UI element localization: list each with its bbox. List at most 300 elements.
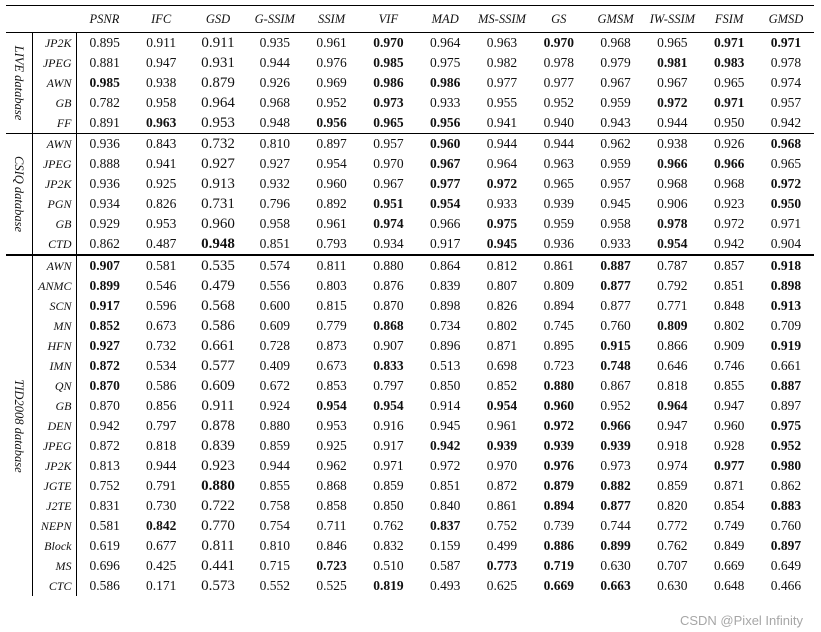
column-header: MAD	[417, 6, 474, 33]
score-cell: 0.879	[543, 478, 574, 493]
column-header: GMSD	[758, 6, 815, 33]
score-cell: 0.953	[146, 216, 177, 231]
score-cell: 0.970	[373, 156, 404, 171]
score-cell: 0.963	[543, 156, 574, 171]
score-cell: 0.962	[316, 458, 347, 473]
score-cell: 0.872	[89, 358, 120, 373]
score-cell: 0.499	[486, 538, 518, 553]
score-cell: 0.833	[373, 358, 404, 373]
score-cell: 0.938	[657, 136, 688, 151]
score-cell: 0.926	[259, 75, 290, 90]
table-row	[6, 576, 814, 596]
score-cell: 0.493	[429, 578, 461, 593]
score-cell: 0.723	[316, 558, 347, 573]
score-cell: 0.673	[146, 318, 177, 333]
score-cell: 0.568	[201, 298, 235, 314]
score-cell: 0.968	[713, 176, 745, 191]
distortion-label: J2TE	[32, 496, 76, 516]
score-cell: 0.425	[146, 558, 177, 573]
distortion-label: MS	[32, 556, 76, 576]
score-cell: 0.977	[429, 176, 461, 191]
score-cell: 0.510	[373, 558, 404, 573]
score-cell: 0.907	[373, 338, 404, 353]
score-cell: 0.975	[770, 418, 802, 433]
score-cell: 0.719	[543, 558, 574, 573]
score-cell: 0.933	[587, 234, 644, 255]
score-cell: 0.918	[770, 258, 802, 273]
score-cell: 0.938	[146, 75, 177, 90]
score-cell: 0.859	[657, 478, 688, 493]
score-cell: 0.787	[657, 258, 688, 273]
score-cell: 0.944	[259, 458, 290, 473]
score-cell: 0.855	[259, 478, 290, 493]
score-cell: 0.596	[146, 298, 177, 313]
score-cell: 0.852	[89, 318, 120, 333]
score-cell: 0.944	[486, 136, 518, 151]
score-cell: 0.925	[316, 438, 347, 453]
table-row	[6, 396, 814, 416]
score-cell: 0.868	[316, 478, 347, 493]
table-row	[6, 93, 814, 113]
score-cell: 0.892	[316, 196, 347, 211]
score-cell: 0.966	[600, 418, 631, 433]
score-cell: 0.914	[429, 398, 461, 413]
table-row	[6, 194, 814, 214]
table-row	[6, 356, 814, 376]
score-cell: 0.944	[543, 136, 574, 151]
score-cell: 0.897	[316, 136, 347, 151]
score-cell: 0.935	[259, 35, 290, 50]
score-cell: 0.630	[657, 578, 688, 593]
score-cell: 0.826	[146, 196, 177, 211]
score-cell: 0.661	[201, 338, 235, 354]
score-cell: 0.876	[373, 278, 404, 293]
score-cell: 0.746	[713, 358, 745, 373]
score-cell: 0.978	[770, 55, 802, 70]
score-cell: 0.696	[89, 558, 120, 573]
score-cell: 0.731	[201, 196, 235, 212]
distortion-label: JP2K	[32, 174, 76, 194]
score-cell: 0.792	[657, 278, 688, 293]
score-cell: 0.159	[429, 538, 461, 553]
score-cell: 0.971	[373, 458, 404, 473]
score-cell: 0.933	[486, 196, 518, 211]
score-cell: 0.546	[146, 278, 177, 293]
score-cell: 0.803	[316, 278, 347, 293]
distortion-label: JP2K	[32, 33, 76, 54]
score-cell: 0.870	[373, 298, 404, 313]
score-cell: 0.918	[657, 438, 688, 453]
score-cell: 0.871	[486, 338, 518, 353]
distortion-label: GB	[32, 93, 76, 113]
score-cell: 0.954	[644, 234, 701, 255]
score-cell: 0.985	[89, 75, 120, 90]
score-cell: 0.832	[373, 538, 404, 553]
score-cell: 0.975	[486, 216, 518, 231]
table-row	[6, 556, 814, 576]
score-cell: 0.734	[429, 318, 461, 333]
score-cell: 0.932	[259, 176, 290, 191]
score-cell: 0.891	[76, 113, 133, 134]
score-cell: 0.711	[316, 518, 347, 533]
score-cell: 0.853	[316, 378, 347, 393]
score-cell: 0.939	[486, 438, 518, 453]
score-cell: 0.964	[486, 156, 518, 171]
score-cell: 0.648	[713, 578, 745, 593]
score-cell: 0.887	[770, 378, 802, 393]
database-label	[6, 255, 32, 596]
score-cell: 0.552	[259, 578, 290, 593]
score-cell: 0.964	[201, 95, 235, 111]
score-cell: 0.894	[543, 498, 574, 513]
score-cell: 0.956	[303, 113, 360, 134]
distortion-label: CTD	[32, 234, 76, 255]
distortion-label: SCN	[32, 296, 76, 316]
score-cell: 0.941	[474, 113, 531, 134]
score-cell: 0.961	[316, 216, 347, 231]
score-cell: 0.950	[770, 196, 802, 211]
score-cell: 0.851	[713, 278, 745, 293]
score-cell: 0.877	[600, 278, 631, 293]
score-cell: 0.960	[316, 176, 347, 191]
score-cell: 0.965	[360, 113, 417, 134]
distortion-label: AWN	[32, 73, 76, 93]
score-cell: 0.848	[713, 298, 745, 313]
score-cell: 0.954	[316, 398, 347, 413]
table-body	[6, 33, 814, 597]
score-cell: 0.972	[543, 418, 574, 433]
score-cell: 0.870	[89, 398, 120, 413]
score-cell: 0.883	[770, 498, 802, 513]
score-cell: 0.986	[373, 75, 404, 90]
score-cell: 0.962	[600, 136, 631, 151]
table-row	[6, 316, 814, 336]
score-cell: 0.933	[429, 95, 461, 110]
score-cell: 0.810	[259, 136, 290, 151]
score-cell: 0.974	[373, 216, 404, 231]
score-cell: 0.782	[89, 95, 120, 110]
score-cell: 0.942	[701, 234, 758, 255]
score-cell: 0.957	[600, 176, 631, 191]
score-cell: 0.837	[429, 518, 461, 533]
score-cell: 0.970	[373, 35, 404, 50]
score-cell: 0.904	[758, 234, 815, 255]
column-header: SSIM	[303, 6, 360, 33]
score-cell: 0.878	[201, 418, 235, 434]
score-cell: 0.947	[146, 55, 177, 70]
table-row	[6, 336, 814, 356]
table-row	[6, 113, 814, 134]
score-cell: 0.963	[486, 35, 518, 50]
score-cell: 0.942	[758, 113, 815, 134]
score-cell: 0.942	[429, 438, 461, 453]
score-cell: 0.732	[201, 136, 235, 152]
score-cell: 0.960	[429, 136, 461, 151]
table-row	[6, 174, 814, 194]
score-cell: 0.877	[600, 298, 631, 313]
score-cell: 0.854	[713, 498, 745, 513]
score-cell: 0.897	[770, 398, 802, 413]
score-cell: 0.960	[201, 216, 235, 232]
score-cell: 0.973	[600, 458, 631, 473]
table-row	[6, 376, 814, 396]
score-cell: 0.961	[316, 35, 347, 50]
score-cell: 0.968	[770, 136, 802, 151]
score-cell: 0.954	[429, 196, 461, 211]
score-cell: 0.952	[770, 438, 802, 453]
score-cell: 0.906	[657, 196, 688, 211]
score-cell: 0.968	[657, 176, 688, 191]
score-cell: 0.976	[543, 458, 574, 473]
score-cell: 0.811	[201, 538, 235, 554]
score-cell: 0.809	[543, 278, 574, 293]
score-cell: 0.966	[713, 156, 745, 171]
score-cell: 0.758	[259, 498, 290, 513]
table-row	[6, 416, 814, 436]
score-cell: 0.971	[713, 95, 745, 110]
score-cell: 0.839	[201, 438, 235, 454]
score-cell: 0.971	[713, 35, 745, 50]
score-cell: 0.929	[89, 216, 120, 231]
distortion-label: QN	[32, 376, 76, 396]
score-cell: 0.887	[600, 258, 631, 273]
score-cell: 0.955	[486, 95, 518, 110]
score-cell: 0.797	[146, 418, 177, 433]
score-cell: 0.945	[600, 196, 631, 211]
table-header	[6, 6, 814, 33]
score-cell: 0.762	[657, 538, 688, 553]
distortion-label: FF	[32, 113, 76, 134]
score-cell: 0.573	[201, 578, 235, 594]
score-cell: 0.936	[89, 176, 120, 191]
score-cell: 0.967	[373, 176, 404, 191]
table-row	[6, 496, 814, 516]
score-cell: 0.879	[201, 75, 235, 91]
score-cell: 0.982	[486, 55, 518, 70]
score-cell: 0.586	[146, 378, 177, 393]
score-cell: 0.752	[89, 478, 120, 493]
score-cell: 0.894	[543, 298, 574, 313]
score-cell: 0.924	[259, 398, 290, 413]
score-cell: 0.556	[259, 278, 290, 293]
score-cell: 0.487	[133, 234, 190, 255]
distortion-label: CTC	[32, 576, 76, 596]
score-cell: 0.882	[600, 478, 631, 493]
score-cell: 0.907	[89, 258, 120, 273]
score-cell: 0.851	[429, 478, 461, 493]
score-cell: 0.771	[657, 298, 688, 313]
score-cell: 0.813	[89, 458, 120, 473]
score-cell: 0.947	[657, 418, 688, 433]
score-cell: 0.956	[417, 113, 474, 134]
score-cell: 0.807	[486, 278, 518, 293]
score-cell: 0.973	[373, 95, 404, 110]
score-cell: 0.970	[486, 458, 518, 473]
score-cell: 0.880	[373, 258, 404, 273]
table-row	[6, 234, 814, 255]
score-cell: 0.749	[713, 518, 745, 533]
score-cell: 0.971	[770, 35, 802, 50]
distortion-label: AWN	[32, 134, 76, 155]
score-cell: 0.525	[316, 578, 347, 593]
score-cell: 0.974	[770, 75, 802, 90]
score-cell: 0.972	[657, 95, 688, 110]
distortion-label: HFN	[32, 336, 76, 356]
score-cell: 0.913	[770, 298, 802, 313]
database-label-text: TID2008 database	[11, 379, 26, 473]
score-cell: 0.842	[146, 518, 177, 533]
score-cell: 0.649	[770, 558, 802, 573]
score-cell: 0.931	[201, 55, 235, 71]
score-cell: 0.587	[429, 558, 461, 573]
watermark: CSDN @Pixel Infinity	[679, 613, 803, 628]
distortion-label: AWN	[32, 255, 76, 276]
score-cell: 0.802	[713, 318, 745, 333]
table-row	[6, 456, 814, 476]
distortion-label: MN	[32, 316, 76, 336]
distortion-label: DEN	[32, 416, 76, 436]
header-empty	[32, 6, 76, 33]
header-row	[6, 6, 814, 33]
score-cell: 0.947	[713, 398, 745, 413]
score-cell: 0.977	[486, 75, 518, 90]
score-cell: 0.862	[76, 234, 133, 255]
score-cell: 0.915	[600, 338, 631, 353]
score-cell: 0.898	[429, 298, 461, 313]
score-cell: 0.911	[146, 35, 177, 50]
score-cell: 0.850	[429, 378, 461, 393]
score-cell: 0.939	[543, 438, 574, 453]
score-cell: 0.986	[429, 75, 461, 90]
table-row	[6, 154, 814, 174]
score-cell: 0.957	[770, 95, 802, 110]
score-cell: 0.926	[713, 136, 745, 151]
score-cell: 0.936	[89, 136, 120, 151]
score-cell: 0.862	[770, 478, 802, 493]
score-cell: 0.871	[713, 478, 745, 493]
score-cell: 0.961	[486, 418, 518, 433]
score-cell: 0.409	[259, 358, 290, 373]
score-cell: 0.965	[770, 156, 802, 171]
score-cell: 0.574	[259, 258, 290, 273]
distortion-label: JPEG	[32, 53, 76, 73]
database-label	[6, 33, 32, 134]
score-cell: 0.630	[600, 558, 631, 573]
table-row	[6, 296, 814, 316]
score-cell: 0.977	[543, 75, 574, 90]
score-cell: 0.646	[657, 358, 688, 373]
score-cell: 0.581	[146, 258, 177, 273]
score-cell: 0.802	[486, 318, 518, 333]
score-cell: 0.809	[657, 318, 688, 333]
table-row	[6, 536, 814, 556]
score-cell: 0.967	[657, 75, 688, 90]
score-cell: 0.877	[600, 498, 631, 513]
score-cell: 0.958	[259, 216, 290, 231]
score-cell: 0.945	[429, 418, 461, 433]
column-header: GS	[530, 6, 587, 33]
column-header: GMSM	[587, 6, 644, 33]
score-cell: 0.972	[429, 458, 461, 473]
score-cell: 0.850	[373, 498, 404, 513]
score-cell: 0.466	[770, 578, 802, 593]
score-cell: 0.886	[543, 538, 574, 553]
score-cell: 0.796	[259, 196, 290, 211]
score-cell: 0.864	[429, 258, 461, 273]
score-cell: 0.976	[316, 55, 347, 70]
score-cell: 0.811	[316, 258, 347, 273]
score-cell: 0.843	[146, 136, 177, 151]
score-cell: 0.586	[201, 318, 235, 334]
score-cell: 0.928	[713, 438, 745, 453]
score-cell: 0.672	[259, 378, 290, 393]
score-cell: 0.978	[657, 216, 688, 231]
score-cell: 0.979	[600, 55, 631, 70]
score-cell: 0.966	[429, 216, 461, 231]
score-cell: 0.965	[657, 35, 688, 50]
table-row	[6, 134, 814, 155]
distortion-label: JPEG	[32, 436, 76, 456]
score-cell: 0.940	[530, 113, 587, 134]
distortion-label: GB	[32, 214, 76, 234]
score-cell: 0.535	[201, 258, 235, 274]
results-table	[6, 5, 814, 596]
score-cell: 0.577	[201, 358, 235, 374]
score-cell: 0.762	[373, 518, 404, 533]
score-cell: 0.959	[600, 156, 631, 171]
distortion-label: GB	[32, 396, 76, 416]
score-cell: 0.861	[543, 258, 574, 273]
distortion-label: JP2K	[32, 456, 76, 476]
score-cell: 0.859	[373, 478, 404, 493]
score-cell: 0.732	[146, 338, 177, 353]
score-cell: 0.911	[201, 398, 235, 414]
score-cell: 0.873	[316, 338, 347, 353]
score-cell: 0.974	[657, 458, 688, 473]
score-cell: 0.852	[486, 378, 518, 393]
score-cell: 0.897	[770, 538, 802, 553]
score-cell: 0.898	[770, 278, 802, 293]
score-cell: 0.831	[89, 498, 120, 513]
score-cell: 0.958	[600, 216, 631, 231]
score-cell: 0.815	[316, 298, 347, 313]
score-cell: 0.609	[201, 378, 235, 394]
score-cell: 0.793	[303, 234, 360, 255]
score-cell: 0.966	[657, 156, 688, 171]
score-cell: 0.754	[259, 518, 290, 533]
score-cell: 0.858	[316, 498, 347, 513]
column-header: IFC	[133, 6, 190, 33]
column-header: PSNR	[76, 6, 133, 33]
score-cell: 0.968	[259, 95, 290, 110]
table-row	[6, 214, 814, 234]
score-cell: 0.967	[600, 75, 631, 90]
score-cell: 0.773	[486, 558, 518, 573]
score-cell: 0.895	[543, 338, 574, 353]
score-cell: 0.965	[543, 176, 574, 191]
score-cell: 0.513	[429, 358, 461, 373]
score-cell: 0.954	[316, 156, 347, 171]
score-cell: 0.728	[259, 338, 290, 353]
score-cell: 0.936	[530, 234, 587, 255]
score-cell: 0.846	[316, 538, 347, 553]
score-cell: 0.818	[657, 378, 688, 393]
score-cell: 0.866	[657, 338, 688, 353]
score-cell: 0.899	[600, 538, 631, 553]
column-header: VIF	[360, 6, 417, 33]
score-cell: 0.896	[429, 338, 461, 353]
score-cell: 0.840	[429, 498, 461, 513]
